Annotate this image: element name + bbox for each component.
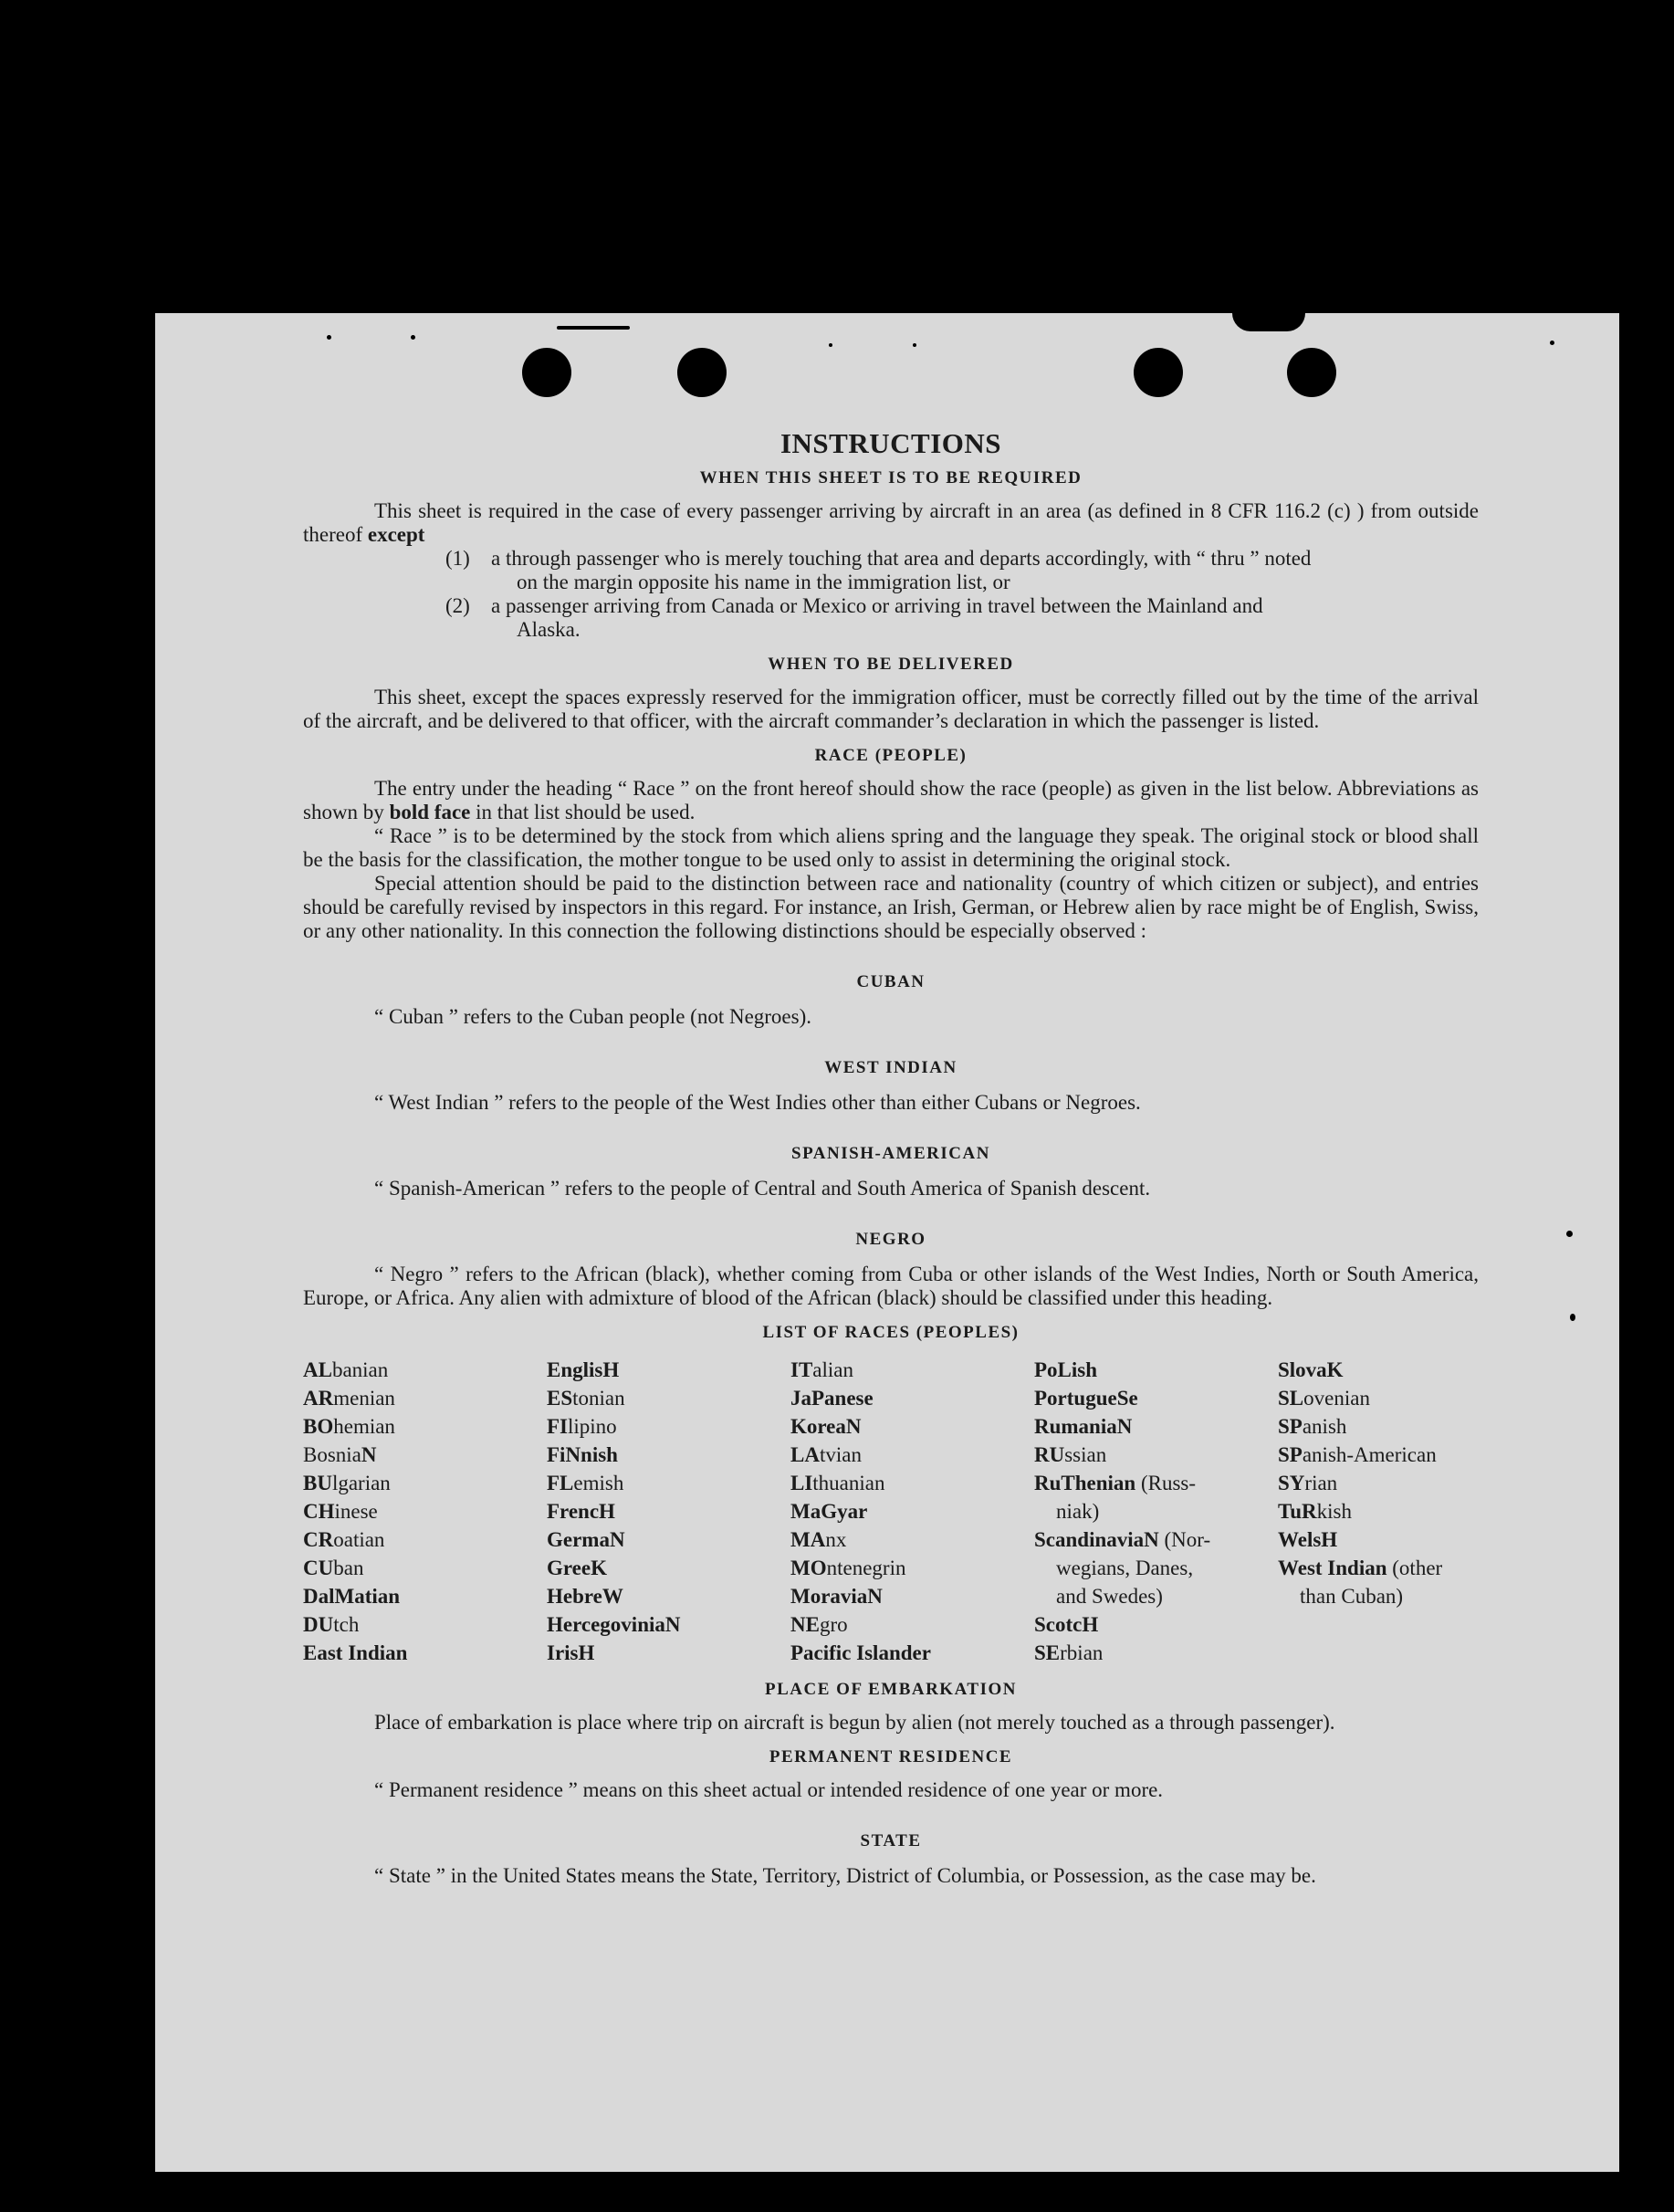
heading-cuban: CUBAN [856, 972, 926, 991]
race-entry [547, 1441, 790, 1469]
race-entry [547, 1610, 790, 1639]
heading-required: WHEN THIS SHEET IS TO BE REQUIRED [699, 468, 1083, 487]
race-entry [1278, 1497, 1479, 1525]
race-entry [790, 1356, 1034, 1384]
race-entry [1034, 1441, 1278, 1469]
punch-hole [522, 348, 571, 397]
exception-text [491, 594, 1479, 642]
race-entry-regular: thuanian [812, 1472, 885, 1494]
race-entry-bold: RuThenian [1034, 1472, 1136, 1494]
race-entry [1034, 1525, 1278, 1554]
state-text: “ State ” in the United States means the State, Territory, District of Columbia, or Possession, as the case may be. [374, 1864, 1316, 1887]
races-column [547, 1356, 790, 1667]
scan-speck [913, 343, 916, 347]
race-entry [1278, 1525, 1479, 1554]
race-entry-bold: DU [303, 1613, 334, 1636]
scan-speck [1550, 341, 1554, 345]
race-entry-regular: gro [819, 1613, 848, 1636]
page-title: INSTRUCTIONS [779, 427, 1001, 459]
race-entry-regular: banian [331, 1358, 389, 1381]
race-entry-bold: PortugueSe [1034, 1387, 1138, 1410]
race-entry-bold: HebreW [547, 1585, 623, 1608]
negro-text: “ Negro ” refers to the African (black), whether coming from Cuba or other islands of the West Indies, North or South America, Europe, or Africa. Any alien with admixture of blood of the African (black) should be classified under this heading. [303, 1263, 1479, 1309]
heading-embarkation: PLACE OF EMBARKATION [765, 1680, 1017, 1699]
punch-hole [1287, 348, 1336, 397]
race-entry [790, 1412, 1034, 1441]
race-entry [303, 1610, 547, 1639]
race-entry [547, 1554, 790, 1582]
race-entry [790, 1441, 1034, 1469]
race-entry [303, 1497, 547, 1525]
race-p1-bold: bold face [389, 801, 471, 823]
race-entry-bold: GreeK [547, 1557, 607, 1579]
race-entry-regular: than Cuban) [1300, 1585, 1404, 1608]
race-entry-bold: MaGyar [790, 1500, 868, 1523]
race-entry [790, 1639, 1034, 1667]
race-entry [1034, 1384, 1278, 1412]
race-entry [547, 1639, 790, 1667]
race-entry [303, 1356, 547, 1384]
race-entry [303, 1639, 547, 1667]
race-p1-a: The entry under the heading “ Race ” on the front hereof should show the race (people) as given in the list below. Abbreviations as shown by [303, 777, 1479, 823]
residence-text: “ Permanent residence ” means on this sheet actual or intended residence of one year or more. [374, 1778, 1164, 1801]
race-entry-bold: MO [790, 1557, 827, 1579]
exception-text [491, 547, 1479, 594]
race-entry-regular: nx [825, 1528, 847, 1551]
race-entry-regular: and Swedes) [1056, 1585, 1163, 1608]
race-entry-regular: lipino [568, 1415, 617, 1438]
race-entry-regular: rian [1304, 1472, 1338, 1494]
required-exceptions-list [303, 547, 1479, 642]
race-paragraph-1 [303, 777, 1479, 824]
race-entry-bold: East Indian [303, 1641, 408, 1664]
delivered-text: This sheet, except the spaces expressly reserved for the immigration officer, must be correctly filled out by the time of the arrival of the aircraft, and be delivered to that officer, with the aircraft commander’s declaration in which the passenger is listed. [303, 686, 1479, 732]
race-entry-regular: (Russ- [1135, 1472, 1197, 1494]
race-entry-regular: niak) [1056, 1500, 1100, 1523]
race-entry [1034, 1469, 1278, 1497]
race-entry-bold: SY [1278, 1472, 1305, 1494]
race-entry [303, 1412, 547, 1441]
race-entry-regular: anish [1302, 1415, 1347, 1438]
heading-spanish-american: SPANISH-AMERICAN [791, 1144, 990, 1163]
race-entry-bold: AL [303, 1358, 332, 1381]
race-entry-regular: anish-American [1302, 1443, 1437, 1466]
race-entry-bold: LA [790, 1443, 820, 1466]
scan-speck [1232, 313, 1305, 331]
required-intro-bold: except [367, 523, 425, 546]
race-entry-bold: IT [790, 1358, 813, 1381]
race-entry-bold: JaPanese [790, 1387, 874, 1410]
race-entry [790, 1610, 1034, 1639]
race-entry [1034, 1610, 1278, 1639]
race-entry [303, 1582, 547, 1610]
race-entry-bold: BO [303, 1415, 334, 1438]
race-entry [790, 1582, 1034, 1610]
race-entry-regular: lgarian [331, 1472, 391, 1494]
race-entry-bold: TuR [1278, 1500, 1317, 1523]
race-entry-bold: FI [547, 1415, 568, 1438]
race-entry-bold: NE [790, 1613, 820, 1636]
race-entry [790, 1554, 1034, 1582]
race-entry-bold: GermaN [547, 1528, 625, 1551]
race-entry-bold: RumaniaN [1034, 1415, 1133, 1438]
race-entry-regular: emish [573, 1472, 624, 1494]
race-paragraph-2: “ Race ” is to be determined by the stock from which aliens spring and the language they speak. The original stock or blood shall be the basis for the classification, the mother tongue to be used only to assist in determining the original stock. [303, 824, 1479, 871]
race-entry-bold: AR [303, 1387, 334, 1410]
race-entry-bold: EnglisH [547, 1358, 620, 1381]
cuban-text: “ Cuban ” refers to the Cuban people (not Negroes). [374, 1005, 812, 1028]
race-entry-regular: menian [333, 1387, 395, 1410]
race-paragraph-3: Special attention should be paid to the distinction between race and nationality (country of which citizen or subject), and entries should be carefully revised by inspectors in this regard. For instance, an Irish, German, or Hebrew alien by race might be of English, Swiss, or any other nationality. In this connection the following distinctions should be especially observed : [303, 872, 1479, 942]
race-entry [790, 1384, 1034, 1412]
race-entry-bold: SlovaK [1278, 1358, 1344, 1381]
exception-item [445, 594, 1479, 642]
race-entry-bold: HercegoviniaN [547, 1613, 681, 1636]
heading-state: STATE [860, 1831, 922, 1850]
race-entry [547, 1469, 790, 1497]
scan-speck [327, 335, 331, 340]
heading-residence: PERMANENT RESIDENCE [769, 1747, 1013, 1766]
race-entry-bold: DalMatian [303, 1585, 401, 1608]
race-entry-bold: ES [547, 1387, 573, 1410]
races-list [303, 1356, 1479, 1667]
race-entry [547, 1525, 790, 1554]
race-entry-bold: ScandinaviaN [1034, 1528, 1159, 1551]
race-entry-bold: N [361, 1443, 377, 1466]
punch-hole [677, 348, 727, 397]
race-entry-bold: RU [1034, 1443, 1065, 1466]
race-entry [547, 1384, 790, 1412]
race-entry-regular: inese [334, 1500, 378, 1523]
race-entry-regular: wegians, Danes, [1056, 1557, 1194, 1579]
race-entry [547, 1582, 790, 1610]
heading-negro: NEGRO [855, 1230, 926, 1249]
scan-speck [411, 335, 415, 340]
heading-list-of-races: LIST OF RACES (PEOPLES) [762, 1323, 1020, 1342]
heading-race: RACE (PEOPLE) [814, 746, 968, 765]
scan-speck [1570, 1314, 1575, 1321]
race-entry [547, 1412, 790, 1441]
race-entry [1034, 1356, 1278, 1384]
races-column [1034, 1356, 1278, 1667]
west-indian-text: “ West Indian ” refers to the people of the West Indies other than either Cubans or Negroes. [374, 1091, 1141, 1114]
race-entry-bold: WelsH [1278, 1528, 1338, 1551]
race-entry [1034, 1639, 1278, 1667]
race-entry-regular: hemian [333, 1415, 395, 1438]
instructions-content [303, 427, 1479, 1888]
race-entry-regular: rbian [1060, 1641, 1104, 1664]
punch-hole [1134, 348, 1183, 397]
race-entry [303, 1441, 547, 1469]
required-intro [303, 499, 1479, 547]
exception-line-2: Alaska. [517, 618, 581, 641]
race-entry [303, 1554, 547, 1582]
spanish-american-text: “ Spanish-American ” refers to the people of Central and South America of Spanish descent. [374, 1177, 1151, 1200]
race-entry-bold: CH [303, 1500, 335, 1523]
race-entry [1278, 1582, 1479, 1610]
exception-number: (2) [445, 594, 470, 617]
race-entry [1034, 1412, 1278, 1441]
race-entry [547, 1497, 790, 1525]
race-entry-regular: ovenian [1303, 1387, 1370, 1410]
race-entry [790, 1497, 1034, 1525]
race-entry-bold: IrisH [547, 1641, 595, 1664]
race-entry-regular: ntenegrin [826, 1557, 906, 1579]
race-entry-regular: tch [333, 1613, 360, 1636]
races-column [1278, 1356, 1479, 1667]
race-entry [1278, 1554, 1479, 1582]
race-entry-regular: tvian [819, 1443, 862, 1466]
scan-speck [829, 343, 832, 347]
race-entry-regular: ssian [1064, 1443, 1107, 1466]
exception-line-1: a through passenger who is merely touching that area and departs accordingly, with “ thru ” noted [491, 547, 1312, 570]
race-entry [1278, 1441, 1479, 1469]
race-entry-bold: FiNnish [547, 1443, 618, 1466]
race-entry [1278, 1469, 1479, 1497]
exception-line-1: a passenger arriving from Canada or Mexico or arriving in travel between the Mainland and [491, 594, 1263, 617]
race-entry-bold: MoraviaN [790, 1585, 883, 1608]
required-intro-text: This sheet is required in the case of every passenger arriving by aircraft in an area (as defined in 8 CFR 116.2 (c) ) from outside thereof [303, 499, 1479, 546]
exception-item [445, 547, 1479, 594]
race-entry [303, 1469, 547, 1497]
race-entry-bold: MA [790, 1528, 826, 1551]
race-entry-bold: West Indian [1278, 1557, 1387, 1579]
race-entry-bold: LI [790, 1472, 813, 1494]
race-entry-bold: SE [1034, 1641, 1061, 1664]
race-entry-bold: CR [303, 1528, 334, 1551]
race-entry-regular: (other [1386, 1557, 1443, 1579]
race-entry [1278, 1356, 1479, 1384]
race-entry-regular: kish [1316, 1500, 1352, 1523]
races-column [790, 1356, 1034, 1667]
race-entry [303, 1525, 547, 1554]
exception-line-2: on the margin opposite his name in the immigration list, or [517, 571, 1010, 593]
race-entry [1278, 1412, 1479, 1441]
race-entry [547, 1356, 790, 1384]
race-entry-regular: Bosnia [303, 1443, 361, 1466]
race-entry-bold: SP [1278, 1443, 1303, 1466]
heading-delivered: WHEN TO BE DELIVERED [768, 655, 1014, 674]
scan-speck [557, 326, 630, 330]
embarkation-text: Place of embarkation is place where trip on aircraft is begun by alien (not merely touched as a through passenger). [374, 1711, 1335, 1734]
races-column [303, 1356, 547, 1667]
race-p1-b: in that list should be used. [476, 801, 696, 823]
race-entry-bold: SP [1278, 1415, 1303, 1438]
race-entry [303, 1384, 547, 1412]
document-sheet [155, 313, 1619, 2172]
race-entry-bold: CU [303, 1557, 334, 1579]
race-entry [1034, 1554, 1278, 1582]
race-entry-bold: ScotcH [1034, 1613, 1099, 1636]
race-entry-bold: Pacific Islander [790, 1641, 931, 1664]
heading-west-indian: WEST INDIAN [824, 1058, 957, 1077]
race-entry-regular: oatian [333, 1528, 385, 1551]
race-entry [1278, 1384, 1479, 1412]
race-entry-bold: FrencH [547, 1500, 615, 1523]
race-entry-bold: PoLish [1034, 1358, 1098, 1381]
race-entry-regular: (Nor- [1158, 1528, 1211, 1551]
race-entry-regular: alian [812, 1358, 853, 1381]
race-entry-bold: FL [547, 1472, 574, 1494]
race-entry-regular: tonian [572, 1387, 625, 1410]
exception-number: (1) [445, 547, 470, 570]
race-entry [1034, 1497, 1278, 1525]
race-entry [1034, 1582, 1278, 1610]
race-entry-bold: BU [303, 1472, 332, 1494]
race-entry-bold: SL [1278, 1387, 1304, 1410]
race-entry-bold: KoreaN [790, 1415, 862, 1438]
race-entry [790, 1525, 1034, 1554]
race-entry [790, 1469, 1034, 1497]
scan-speck [1566, 1231, 1573, 1237]
race-entry-regular: ban [333, 1557, 364, 1579]
